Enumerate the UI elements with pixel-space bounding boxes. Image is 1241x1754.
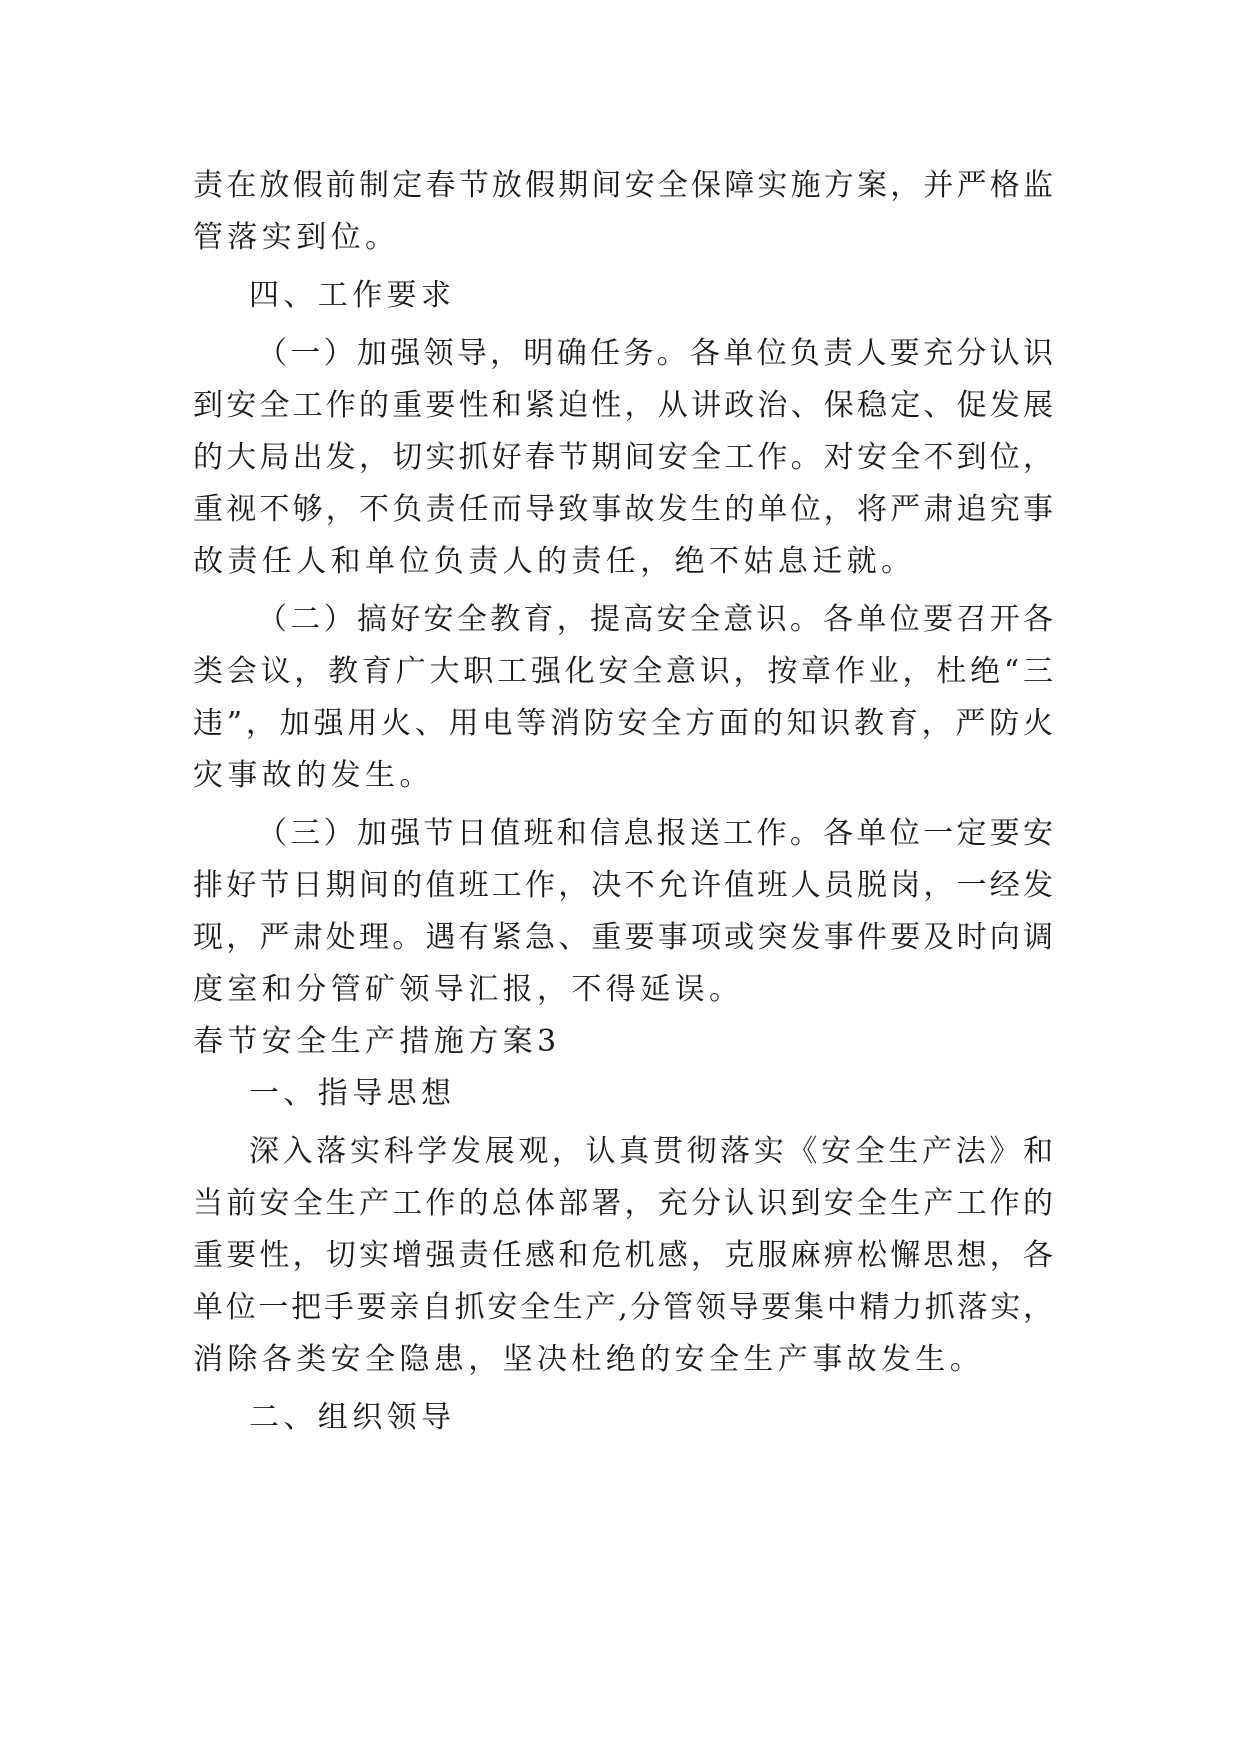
text-line: 灾事故的发生。 (193, 758, 434, 793)
text-line: 重视不够，不负责任而导致事故发生的单位，将严肃追究事 (193, 492, 1053, 527)
text-line: 违”，加强用火、用电等消防安全方面的知识教育，严防火 (193, 706, 1053, 741)
text-line: 当前安全生产工作的总体部署，充分认识到安全生产工作的 (193, 1186, 1053, 1221)
text-line: 消除各类安全隐患，坚决杜绝的安全生产事故发生。 (193, 1342, 985, 1377)
text-line: 责在放假前制定春节放假期间安全保障实施方案，并严格监 (193, 168, 1053, 203)
text-line: 现，严肃处理。遇有紧急、重要事项或突发事件要及时向调 (193, 920, 1053, 955)
text-line: 重要性，切实增强责任感和危机感，克服麻痹松懈思想，各 (193, 1238, 1053, 1273)
text-line: 深入落实科学发展观，认真贯彻落实《安全生产法》和 (249, 1134, 1053, 1169)
section-heading: 一、指导思想 (249, 1076, 456, 1111)
text-line: 管落实到位。 (193, 220, 400, 255)
text-line: 的大局出发，切实抓好春节期间安全工作。对安全不到位， (193, 440, 1053, 475)
text-line: 故责任人和单位负责人的责任，绝不姑息迁就。 (193, 544, 916, 579)
section-heading: 四、工作要求 (249, 278, 456, 313)
text-line: （三）加强节日值班和信息报送工作。各单位一定要安 (257, 816, 1053, 851)
text-line: （一）加强领导，明确任务。各单位负责人要充分认识 (257, 336, 1053, 371)
text-line: 排好节日期间的值班工作，决不允许值班人员脱岗，一经发 (193, 868, 1053, 903)
text-line: （二）搞好安全教育，提高安全意识。各单位要召开各 (257, 602, 1053, 637)
text-line: 度室和分管矿领导汇报，不得延误。 (193, 972, 744, 1007)
section-title: 春节安全生产措施方案3 (193, 1024, 561, 1059)
section-heading: 二、组织领导 (249, 1400, 456, 1435)
text-line: 到安全工作的重要性和紧迫性，从讲政治、保稳定、促发展 (193, 388, 1053, 423)
text-line: 单位一把手要亲自抓安全生产,分管领导要集中精力抓落实， (193, 1290, 1053, 1325)
text-line: 类会议，教育广大职工强化安全意识，按章作业，杜绝“三 (193, 654, 1053, 689)
